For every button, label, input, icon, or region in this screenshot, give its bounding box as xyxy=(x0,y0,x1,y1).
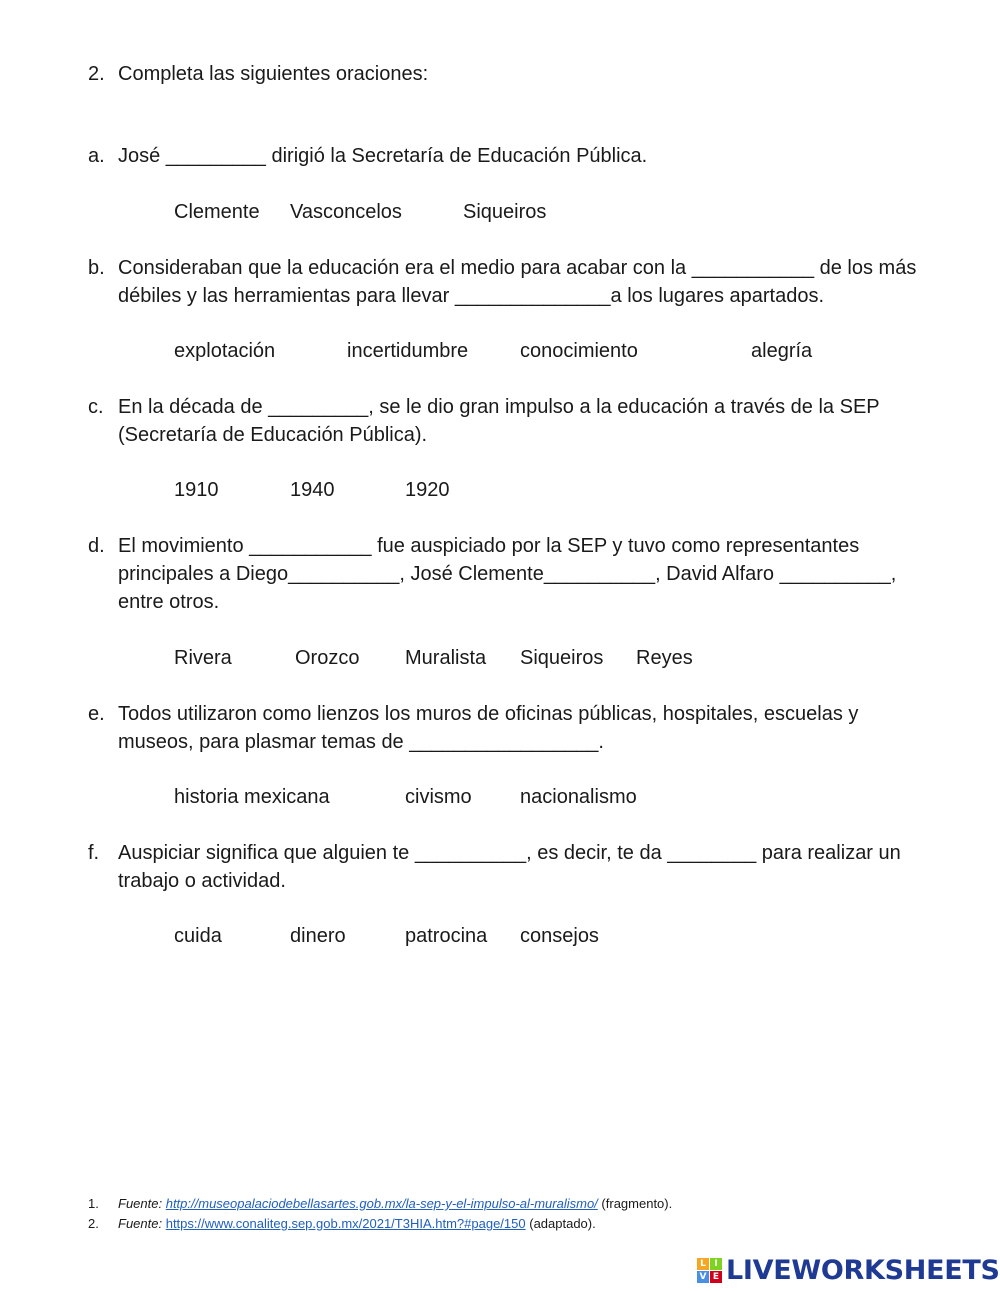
option-word[interactable]: Muralista xyxy=(405,647,487,669)
option-word[interactable]: nacionalismo xyxy=(520,786,637,808)
item-sentence-line: (Secretaría de Educación Pública). xyxy=(118,424,428,446)
option-word[interactable]: 1910 xyxy=(174,479,219,501)
footnote-label: Fuente: xyxy=(118,1216,163,1231)
option-word[interactable]: Orozco xyxy=(295,647,360,669)
item-letter: b. xyxy=(88,257,105,279)
option-word[interactable]: Siqueiros xyxy=(520,647,604,669)
brand-name: LIVEWORKSHEETS xyxy=(726,1254,1000,1286)
logo-tiles-icon xyxy=(697,1258,722,1283)
item-sentence-line: Auspiciar significa que alguien te __________, es decir, te da ________ para realizar un xyxy=(118,842,901,864)
question-number: 2. xyxy=(88,63,105,85)
option-word[interactable]: dinero xyxy=(290,925,346,947)
item-sentence-line: trabajo o actividad. xyxy=(118,870,286,892)
item-sentence-line: entre otros. xyxy=(118,591,220,613)
item-letter: c. xyxy=(88,396,104,418)
footnote-number: 1. xyxy=(88,1196,99,1211)
footnote-2 xyxy=(88,1215,596,1233)
option-word[interactable]: consejos xyxy=(520,925,599,947)
item-letter: e. xyxy=(88,703,105,725)
option-word[interactable]: Vasconcelos xyxy=(290,201,402,223)
option-word[interactable]: explotación xyxy=(174,340,276,362)
option-word[interactable]: patrocina xyxy=(405,925,488,947)
item-sentence-line: principales a Diego__________, José Clemente__________, David Alfaro __________, xyxy=(118,563,897,585)
option-word[interactable]: conocimiento xyxy=(520,340,638,362)
option-word[interactable]: civismo xyxy=(405,786,472,808)
option-word[interactable]: incertidumbre xyxy=(347,340,469,362)
footnote-note: (fragmento). xyxy=(601,1196,673,1211)
item-sentence-line: El movimiento ___________ fue auspiciado por la SEP y tuvo como representantes xyxy=(118,535,860,557)
liveworksheets-logo xyxy=(697,1252,1000,1288)
item-sentence-line: Consideraban que la educación era el medio para acabar con la ___________ de los más xyxy=(118,257,917,279)
item-sentence-line: débiles y las herramientas para llevar ______________a los lugares apartados. xyxy=(118,285,825,307)
item-letter: f. xyxy=(88,842,100,864)
question-prompt: Completa las siguientes oraciones: xyxy=(118,63,429,85)
item-sentence-line: Todos utilizaron como lienzos los muros de oficinas públicas, hospitales, escuelas y xyxy=(118,703,859,725)
option-word[interactable]: historia mexicana xyxy=(174,786,330,808)
item-letter: a. xyxy=(88,145,105,167)
footnote-link[interactable]: http://museopalaciodebellasartes.gob.mx/la-sep-y-el-impulso-al-muralismo/ xyxy=(165,1196,598,1211)
option-word[interactable]: Rivera xyxy=(174,647,232,669)
logo-tile: V xyxy=(697,1271,709,1283)
footnote-label: Fuente: xyxy=(118,1196,163,1211)
logo-tile: I xyxy=(710,1258,722,1270)
item-sentence-line: En la década de _________, se le dio gran impulso a la educación a través de la SEP xyxy=(118,396,880,418)
option-word[interactable]: 1920 xyxy=(405,479,450,501)
item-letter: d. xyxy=(88,535,105,557)
option-word[interactable]: Clemente xyxy=(174,201,260,223)
footnote-note: (adaptado). xyxy=(529,1216,596,1231)
logo-tile: E xyxy=(710,1271,722,1283)
option-word[interactable]: Reyes xyxy=(636,647,693,669)
item-sentence-line: museos, para plasmar temas de _________________. xyxy=(118,731,604,753)
option-word[interactable]: alegría xyxy=(751,340,813,362)
item-sentence-line: José _________ dirigió la Secretaría de Educación Pública. xyxy=(118,145,648,167)
option-word[interactable]: cuida xyxy=(174,925,222,947)
logo-tile: L xyxy=(697,1258,709,1270)
footnote-link[interactable]: https://www.conaliteg.sep.gob.mx/2021/T3HIA.htm?#page/150 xyxy=(165,1216,526,1231)
footnote-1 xyxy=(88,1195,672,1213)
footnote-number: 2. xyxy=(88,1216,99,1231)
option-word[interactable]: Siqueiros xyxy=(463,201,547,223)
option-word[interactable]: 1940 xyxy=(290,479,335,501)
